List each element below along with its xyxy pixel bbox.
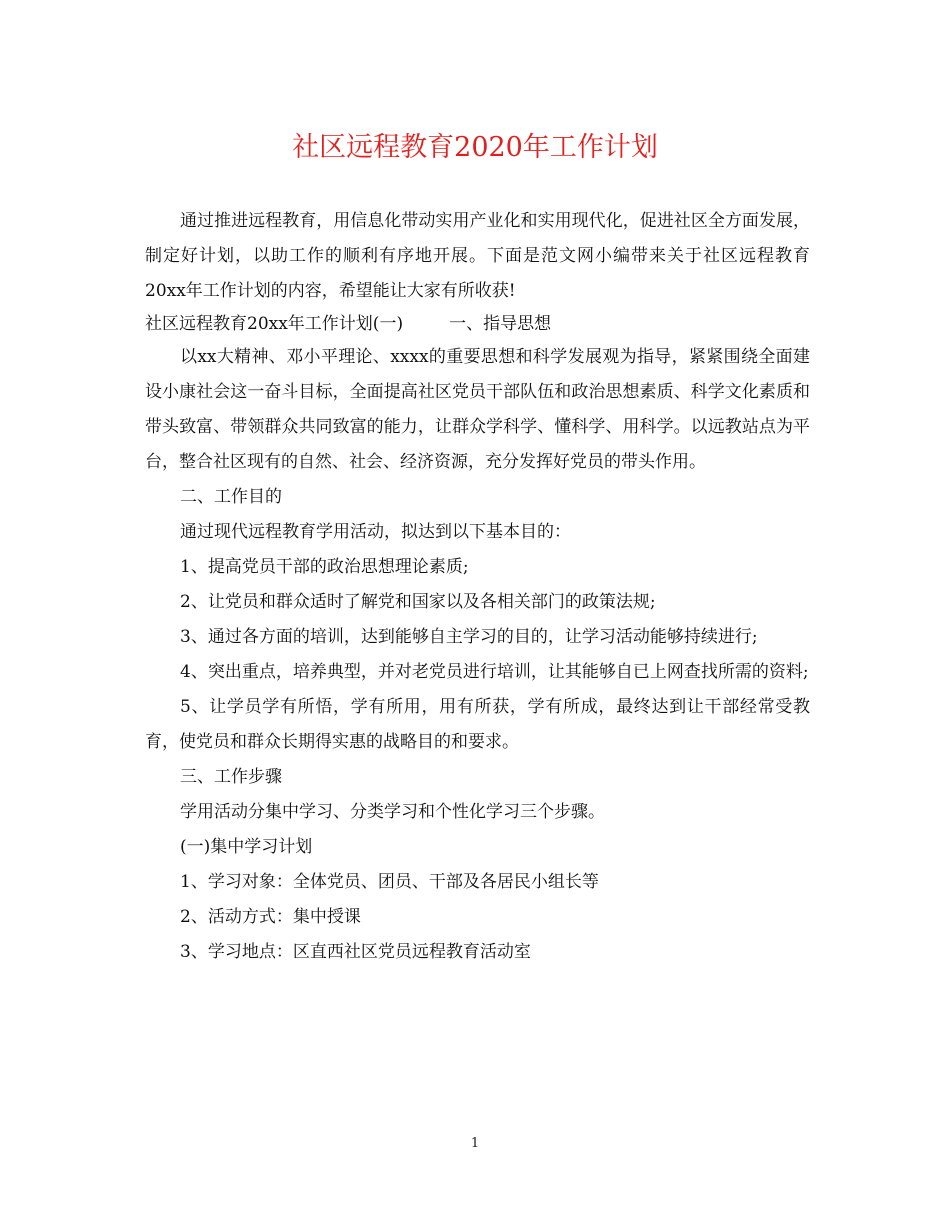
section2-item: 5、让学员学有所悟，学有所用，用有所获，学有所成，最终达到让干部经常受教育，使党员和群众长期得实惠的战略目的和要求。: [145, 696, 810, 752]
section2-item: 3、通过各方面的培训，达到能够自主学习的目的，让学习活动能够持续进行;: [180, 626, 758, 647]
document-body: [145, 204, 810, 970]
section2-item: 1、提高党员干部的政治思想理论素质;: [180, 556, 469, 577]
document-title: 社区远程教育2020年工作计划: [292, 132, 658, 163]
section3-item: 2、活动方式：集中授课: [180, 906, 361, 927]
section2-item: 4、突出重点，培养典型，并对老党员进行培训，让其能够自已上网查找所需的资料;: [180, 661, 809, 682]
subheading-line: [145, 309, 810, 340]
section3-heading: 三、工作步骤: [180, 766, 282, 787]
plan-subheading: 社区远程教育20xx年工作计划(一): [145, 314, 404, 334]
page-number: 1: [470, 1136, 480, 1151]
section2-item: 2、让党员和群众适时了解党和国家以及各相关部门的政策法规;: [180, 591, 656, 612]
section2-intro: 通过现代远程教育学用活动，拟达到以下基本目的：: [180, 521, 571, 542]
section1-paragraph: 以xx大精神、邓小平理论、xxxx的重要思想和科学发展观为指导，紧紧围绕全面建设小康社会这一奋斗目标，全面提高社区党员干部队伍和政治思想素质、科学文化素质和带头致富、带领群众共同致富的能力，让群众学科学、懂科学、用科学。以远教站点为平台，整合社区现有的自然、社会、经济资源，充分发挥好党员的带头作用。: [145, 346, 810, 472]
section3-item: 1、学习对象：全体党员、团员、干部及各居民小组长等: [180, 871, 599, 892]
section3-intro: 学用活动分集中学习、分类学习和个性化学习三个步骤。: [180, 801, 605, 822]
section3-item: 3、学习地点：区直西社区党员远程教育活动室: [180, 941, 531, 962]
section3-subheading: (一)集中学习计划: [180, 836, 313, 857]
intro-paragraph: 通过推进远程教育，用信息化带动实用产业化和实用现代化，促进社区全方面发展，制定好计划，以助工作的顺利有序地开展。下面是范文网小编带来关于社区远程教育20xx年工作计划的内容，希望能让大家有所收获!: [145, 211, 810, 301]
section1-heading: 一、指导思想: [449, 314, 552, 334]
section2-heading: 二、工作目的: [180, 486, 282, 507]
